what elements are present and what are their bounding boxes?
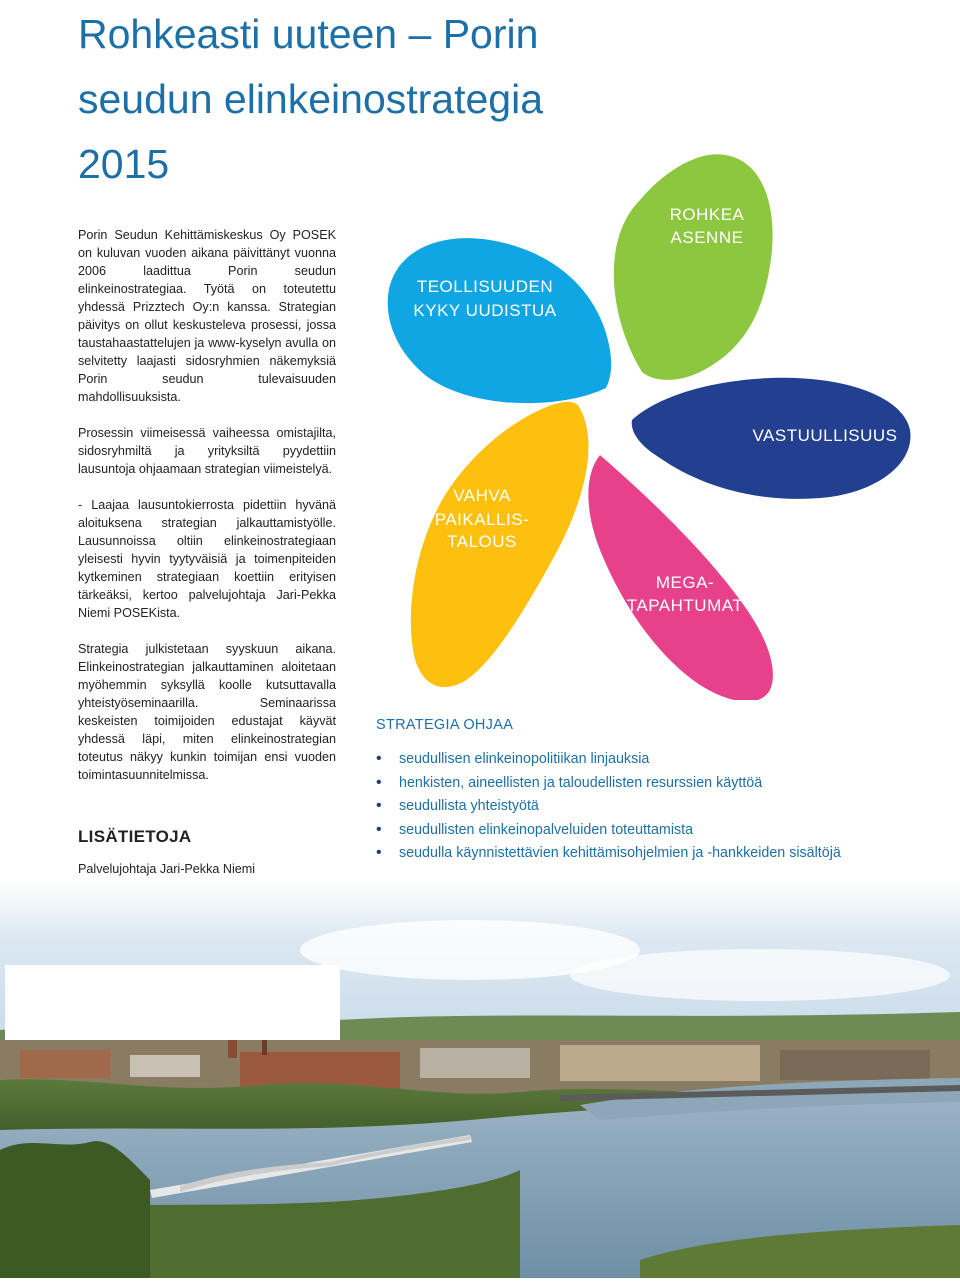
photo-illustration [0,880,960,1278]
title-line-1: Rohkeasti uuteen – Porin [78,11,539,57]
list-item: • seudullista yhteistyötä [376,795,841,819]
lisatietoja-heading: LISÄTIETOJA [78,827,192,846]
list-item: • seudullisten elinkeinopalveluiden toteuttamista [376,819,841,843]
list-item: • seudulla käynnistettävien kehittämisohjelmien ja -hankkeiden sisältöjä [376,842,841,866]
city-river-photo [0,880,960,1278]
petal-label-tapahtumat: TAPAHTUMAT [626,596,744,615]
petal-label-kyky-uudistua: KYKY UUDISTUA [413,301,557,320]
list-item: • seudullisen elinkeinopolitiikan linjauksia [376,748,841,772]
petal-teollisuuden-kyky [388,238,611,403]
strategia-list [376,748,841,866]
strategy-flower [356,150,960,700]
petal-label-rohkea: ROHKEA [669,205,745,224]
petal-label-paikallis: PAIKALLIS- [434,510,530,529]
intro-paragraph-1: Porin Seudun Kehittämiskeskus Oy POSEK on kuluvan vuoden aikana päivittänyt vuonna 2006 laadittua Porin seudun elinkeinostrategiaa. Työtä on toteutettu yhdessä Prizztech Oy:n kanssa. Strategian päivitys on ollut keskusteleva prosessi, jossa taustahaastattelujen ja www-kyselyn avulla on selvitetty laajasti sidosryhmien näkemyksiä Porin seudun tulevaisuuden mahdollisuuksista. [78,228,336,404]
flower-graphic [356,150,960,700]
petal-label-vahva: VAHVA [453,486,511,505]
contact-role: Palvelujohtaja Jari-Pekka Niemi [78,862,256,876]
strategia-heading: STRATEGIA OHJAA [376,717,514,733]
title-line-2: seudun elinkeinostrategia [78,76,543,122]
petal-label-teollisuuden: TEOLLISUUDEN [416,277,554,296]
petal-label-asenne: ASENNE [670,228,744,247]
intro-paragraph-3: - Laajaa lausuntokierrosta pidettiin hyvänä aloituksena strategian jalkauttamistyölle. Lausunnoissa oltiin elinkeinostrategiaan yleisesti hyvin tyytyväisiä ja toimenpiteiden kytkeminen strategiaan koettiin erityisen tärkeäksi, kertoo palvelujohtaja Jari-Pekka Niemi POSEKista. [78,498,336,620]
intro-paragraph-4: Strategia julkistetaan syyskuun aikana. Elinkeinostrategian jalkauttaminen aloitetaan myöhemmin syksyllä koolle kutsuttavalla yhteistyöseminaarilla. Seminaarissa keskeisten toimijoiden edustajat käyvät yhdessä läpi, miten elinkeinostrategian toteutus näkyy kunkin toimijan ensi vuoden toimintasuunnitelmissa. [78,642,336,782]
list-item: • henkisten, aineellisten ja taloudellisten resurssien käyttöä [376,772,841,796]
intro-paragraph-2: Prosessin viimeisessä vaiheessa omistajilta, sidosryhmiltä ja yrityksiltä pyydettiin lausuntoja ohjaamaan strategian viimeistelyä. [78,426,336,476]
title-line-3: 2015 [78,141,170,187]
petal-label-talous: TALOUS [447,532,517,551]
petal-label-vastuullisuus: VASTUULLISUUS [752,426,898,445]
white-card-overlay [5,965,340,1040]
petal-label-mega: MEGA- [655,573,715,592]
petal-rohkea-asenne [614,154,773,380]
